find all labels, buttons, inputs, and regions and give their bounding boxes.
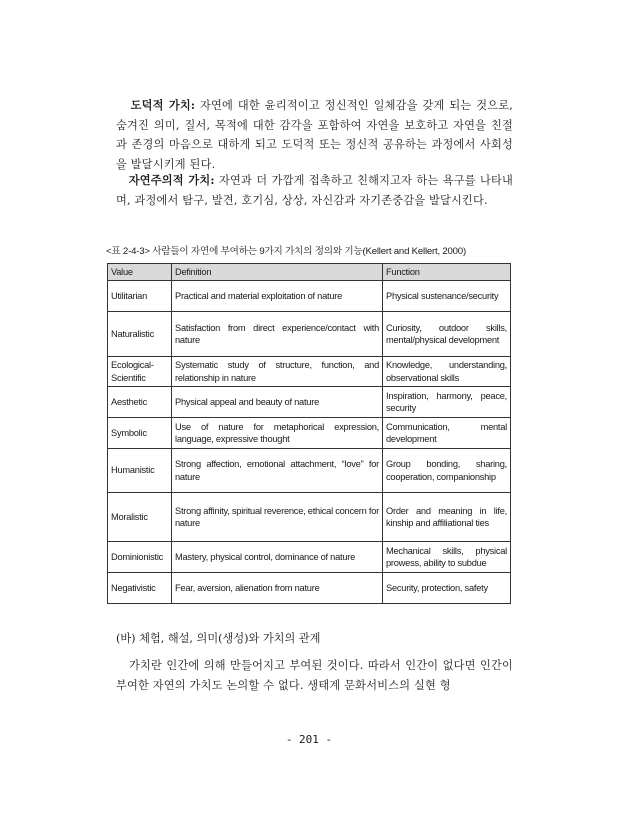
cell-value: Ecological-Scientific [108, 357, 172, 387]
cell-function: Knowledge, understanding, observational skills [383, 357, 511, 387]
cell-definition: Fear, aversion, alienation from nature [172, 573, 383, 604]
cell-function: Security, protection, safety [383, 573, 511, 604]
cell-value: Negativistic [108, 573, 172, 604]
cell-value: Symbolic [108, 418, 172, 449]
cell-function: Physical sustenance/security [383, 281, 511, 312]
cell-function: Mechanical skills, physical prowess, ability to subdue [383, 542, 511, 573]
cell-function: Order and meaning in life, kinship and affiliational ties [383, 493, 511, 542]
term-moral-value: 도덕적 가치: [130, 98, 196, 112]
paragraph-value-relation [116, 656, 513, 695]
cell-function: Group bonding, sharing, cooperation, companionship [383, 449, 511, 493]
cell-value: Naturalistic [108, 312, 172, 357]
paragraph-moral-value [116, 96, 513, 174]
page-number: - 201 - [285, 733, 333, 746]
table-row [108, 449, 511, 493]
table-row [108, 357, 511, 387]
paragraph-naturalistic-text: 자연과 더 가깝게 접촉하고 친해지고자 하는 욕구를 나타내며, 과정에서 탐구, 발견, 호기심, 상상, 자신감과 자기존중감을 발달시킨다. [116, 174, 513, 207]
cell-definition: Use of nature for metaphorical expression, language, expressive thought [172, 418, 383, 449]
cell-value: Utilitarian [108, 281, 172, 312]
header-function: Function [383, 264, 511, 281]
paragraph-value-relation-text: 가치란 인간에 의해 만들어지고 부여된 것이다. 따라서 인간이 없다면 인간이 부여한 자연의 가치도 논의할 수 없다. 생태계 문화서비스의 실현 형 [116, 659, 513, 692]
cell-function: Inspiration, harmony, peace, security [383, 387, 511, 418]
table-row [108, 281, 511, 312]
term-naturalistic-value: 자연주의적 가치: [128, 173, 215, 187]
cell-definition: Mastery, physical control, dominance of nature [172, 542, 383, 573]
cell-definition: Strong affinity, spiritual reverence, ethical concern for nature [172, 493, 383, 542]
header-value: Value [108, 264, 172, 281]
cell-value: Dominionistic [108, 542, 172, 573]
table-row [108, 573, 511, 604]
values-table [107, 263, 511, 604]
paragraph-naturalistic-value [116, 171, 513, 210]
cell-definition: Systematic study of structure, function, and relationship in nature [172, 357, 383, 387]
table-row [108, 312, 511, 357]
cell-definition: Satisfaction from direct experience/contact with nature [172, 312, 383, 357]
table-header-row [108, 264, 511, 281]
cell-value: Moralistic [108, 493, 172, 542]
cell-value: Aesthetic [108, 387, 172, 418]
header-definition: Definition [172, 264, 383, 281]
cell-value: Humanistic [108, 449, 172, 493]
paragraph-moral-text: 자연에 대한 윤리적이고 정신적인 일체감을 갖게 되는 것으로, 숨겨진 의미, 질서, 목적에 대한 감각을 포함하여 자연을 보호하고 자연을 친절과 존경의 마음으로 대하게 되고 도덕적 또는 정신적 공유하는 과정에서 사회성을 발달시키게 된다. [116, 99, 513, 171]
table-row [108, 418, 511, 449]
table-caption: <표 2-4-3> 사람들이 자연에 부여하는 9가지 가치의 정의와 기능(Kellert and Kellert, 2000) [106, 246, 466, 257]
section-heading: (바) 체험, 해설, 의미(생성)와 가치의 관계 [116, 632, 321, 645]
cell-function: Communication, mental development [383, 418, 511, 449]
cell-definition: Practical and material exploitation of nature [172, 281, 383, 312]
cell-definition: Strong affection, emotional attachment, “love” for nature [172, 449, 383, 493]
table-row [108, 493, 511, 542]
cell-definition: Physical appeal and beauty of nature [172, 387, 383, 418]
table-row [108, 542, 511, 573]
table-row [108, 387, 511, 418]
cell-function: Curiosity, outdoor skills, mental/physical development [383, 312, 511, 357]
